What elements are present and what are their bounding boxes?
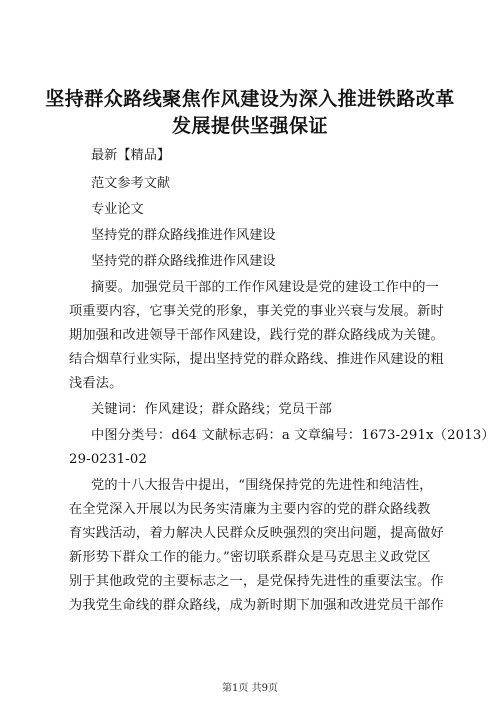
abstract-line: 浅看法。 [69,376,123,391]
meta-line: 范文参考文献 [91,176,171,191]
document-title: 坚持群众路线聚焦作风建设为深入推进铁路改革发展提供坚强保证 [45,88,455,137]
meta-line: 坚持党的群众路线推进作风建设 [91,228,276,243]
paragraph-line: 育实践活动，着力解决人民群众反映强烈的突出问题，提高做好 [69,526,444,541]
meta-line: 专业论文 [91,202,144,217]
keywords-line: 关键词：作风建设；群众路线；党员干部 [91,402,332,417]
abstract-line: 期加强和改进领导干部作风建设，践行党的群众路线成为关键。 [69,328,444,343]
page-footer: 第1页 共9页 [222,683,278,694]
paragraph-line: 党的十八大报告中提出，“围绕保持党的先进性和纯洁性， [91,478,433,493]
classification-line: 中图分类号：d64 文献标志码：a 文章编号：1673-291x（2013） [91,428,495,443]
paragraph-line: 为我党生命线的群众路线，成为新时期下加强和改进党员干部作 [69,598,444,613]
paragraph-line: 新形势下群众工作的能力。”密切联系群众是马克思主义政党区 [69,550,431,565]
abstract-line: 项重要内容，它事关党的形象，事关党的事业兴衰与发展。新时 [69,304,444,319]
abstract-line: 摘要。加强党员干部的工作作风建设是党的建设工作中的一 [91,280,440,295]
paragraph-line: 别于其他政党的主要标志之一，是党保持先进性的重要法宝。作 [69,574,444,589]
meta-line: 坚持党的群众路线推进作风建设 [91,254,276,269]
meta-line: 最新【精品】 [91,148,171,163]
abstract-line: 结合烟草行业实际，提出坚持党的群众路线、推进作风建设的粗 [69,352,444,367]
paragraph-line: 在全党深入开展以为民务实清廉为主要内容的党的群众路线教 [69,502,431,517]
classification-line: 29-0231-02 [69,452,148,467]
